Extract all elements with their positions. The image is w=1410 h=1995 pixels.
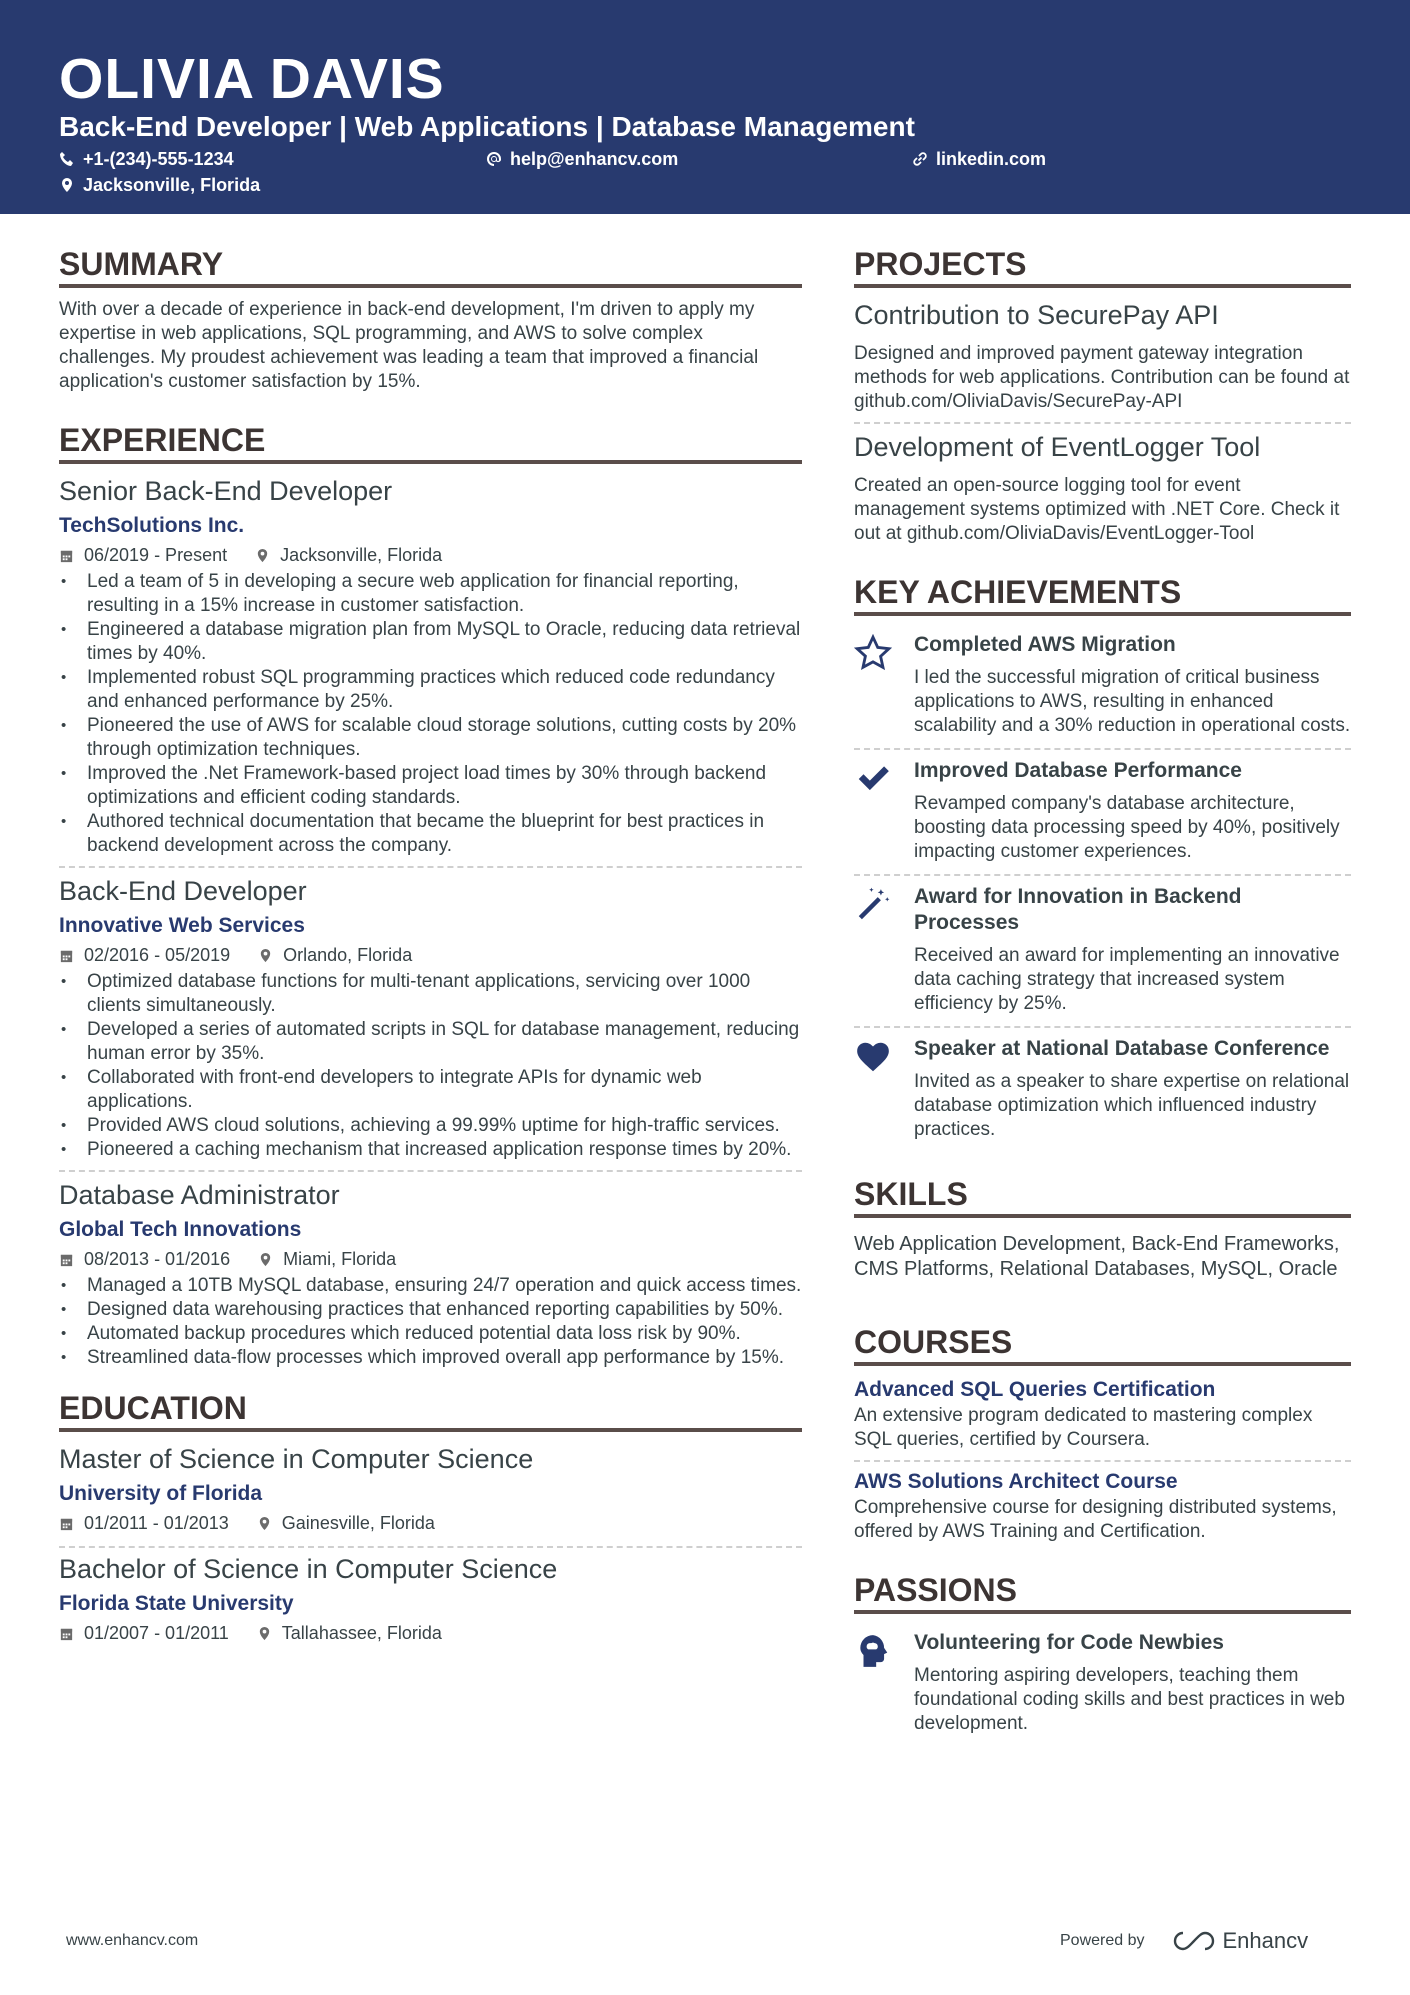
job-bullet: • Pioneered the use of AWS for scalable cloud storage solutions, cutting costs by 20% through optimization techniques. [59,714,802,762]
course-entry [854,1468,1351,1544]
item-description: I led the successful migration of critical business applications to AWS, resulting in enhanced scalability and a 30% reduction in operational costs. [914,667,1351,736]
job-entry [59,474,802,868]
enhancv-logo-icon [1171,1929,1217,1953]
summary-section [59,244,802,394]
location-text: Jacksonville, Florida [83,175,261,195]
calendar-icon [59,1626,74,1641]
item-title: Completed AWS Migration [914,633,1176,656]
job-entry [59,1178,802,1370]
job-bullet: • Collaborated with front-end developers to integrate APIs for dynamic web applications. [59,1066,802,1114]
date-location-row [59,1620,802,1646]
course-title: AWS Solutions Architect Course [854,1470,1178,1493]
candidate-title: Back-End Developer | Web Applications | Database Management [59,111,915,142]
location-text: Orlando, Florida [283,945,413,965]
date-text: 01/2007 - 01/2011 [84,1623,229,1643]
date-range [59,942,230,968]
location [258,1246,396,1272]
company-name: TechSolutions Inc. [59,514,245,537]
degree-title: Master of Science in Computer Science [59,1444,534,1474]
powered-by-label: Powered by [1060,1932,1145,1949]
item-title: Award for Innovation in Backend Processes [914,885,1242,934]
summary-text: With over a decade of experience in back-end development, I'm driven to apply my expertise in web applications, SQL programming, and AWS to solve complex challenges. My proudest achievement was leading a team that improved a financial application's customer satisfaction by 15%. [59,299,759,392]
calendar-icon [59,548,74,563]
date-text: 08/2013 - 01/2016 [84,1249,231,1269]
item-icon-wrap [854,884,914,1016]
location-pin-icon [257,1516,272,1531]
job-bullets [59,1274,802,1370]
degree-title: Bachelor of Science in Computer Science [59,1554,558,1584]
location-text: Miami, Florida [283,1249,397,1269]
item-description: Revamped company's database architecture, boosting data processing speed by 40%, positively impacting customer experiences. [914,793,1340,862]
magic-wand-icon [854,886,892,924]
date-range [59,1510,229,1536]
company-name: Innovative Web Services [59,914,305,937]
job-bullet: • Developed a series of automated scripts in SQL for database management, reducing human error by 35%. [59,1018,802,1066]
skills-text: Web Application Development, Back-End Frameworks, CMS Platforms, Relational Databases, MySQL, Oracle [854,1233,1340,1280]
job-bullet: • Authored technical documentation that became the blueprint for best practices in backend development across the company. [59,810,802,858]
job-bullet: • Automated backup procedures which reduced potential data loss risk by 90%. [59,1322,802,1346]
footer-powered [1060,1928,1308,1954]
achievement-item [854,1624,1351,1742]
date-range [59,542,227,568]
school-name: Florida State University [59,1592,294,1615]
date-location-row [59,942,802,968]
item-icon-wrap [854,1630,914,1736]
achievement-item [854,626,1351,744]
calendar-icon [59,948,74,963]
courses-heading: COURSES [854,1322,1351,1366]
course-description: An extensive program dedicated to mastering complex SQL queries, certified by Coursera. [854,1405,1313,1450]
job-bullet: • Implemented robust SQL programming practices which reduced code redundancy and enhanced performance by 25%. [59,666,802,714]
job-bullet: • Managed a 10TB MySQL database, ensuring 24/7 operation and quick access times. [59,1274,802,1298]
education-heading: EDUCATION [59,1388,802,1432]
education-section [59,1388,802,1646]
item-title: Improved Database Performance [914,759,1242,782]
item-description: Received an award for implementing an innovative data caching strategy that increased system efficiency by 25%. [914,945,1340,1014]
head-icon [854,1632,892,1670]
achievement-item [854,752,1351,870]
education-entry [59,1442,802,1548]
item-body [914,632,1351,738]
right-column [854,244,1351,1768]
date-text: 02/2016 - 05/2019 [84,945,231,965]
location [255,542,442,568]
courses-section [854,1322,1351,1544]
location-text: Tallahassee, Florida [281,1623,442,1643]
brand-name: Enhancv [1222,1928,1309,1953]
calendar-icon [59,1516,74,1531]
job-bullets [59,570,802,858]
location-pin-icon [258,948,273,963]
job-bullet: • Provided AWS cloud solutions, achieving a 99.99% uptime for high-traffic services. [59,1114,802,1138]
location [258,942,412,968]
project-title: Development of EventLogger Tool [854,432,1261,462]
left-column [59,244,802,1672]
project-description: Created an open-source logging tool for event management systems optimized with .NET Core. Check it out at github.com/OliviaDavis/EventLogger-Tool [854,475,1340,544]
job-bullet: • Streamlined data-flow processes which improved overall app performance by 15%. [59,1346,802,1370]
contact-location [59,174,260,196]
contact-linkedin[interactable] [912,148,1046,170]
project-title: Contribution to SecurePay API [854,300,1219,330]
date-text: 06/2019 - Present [84,545,228,565]
job-title: Back-End Developer [59,876,307,906]
entry-divider [854,874,1351,876]
project-description: Designed and improved payment gateway integration methods for web applications. Contribution can be found at github.com/OliviaDavis/SecurePay-API [854,343,1350,412]
entry-divider [854,1026,1351,1028]
entry-divider [854,1460,1351,1462]
item-body [914,1036,1351,1142]
location [257,1620,442,1646]
experience-heading: EXPERIENCE [59,420,802,464]
company-name: Global Tech Innovations [59,1218,302,1241]
job-bullet: • Engineered a database migration plan from MySQL to Oracle, reducing data retrieval times by 40%. [59,618,802,666]
summary-heading: SUMMARY [59,244,802,288]
item-icon-wrap [854,1036,914,1142]
entry-divider [854,422,1351,424]
entry-divider [59,866,802,868]
item-description: Invited as a speaker to share expertise on relational database optimization which influenced industry practices. [914,1071,1350,1140]
course-entry [854,1376,1351,1462]
job-title: Database Administrator [59,1180,340,1210]
projects-heading: PROJECTS [854,244,1351,288]
item-body [914,1630,1351,1736]
entry-divider [59,1546,802,1548]
star-icon [854,634,892,672]
job-bullet: • Designed data warehousing practices that enhanced reporting capabilities by 50%. [59,1298,802,1322]
location-text: Jacksonville, Florida [280,545,443,565]
item-body [914,884,1351,1016]
entry-divider [854,748,1351,750]
experience-section [59,420,802,1370]
job-entry [59,874,802,1172]
item-icon-wrap [854,632,914,738]
skills-heading: SKILLS [854,1174,1351,1218]
location-pin-icon [258,1252,273,1267]
link-icon [912,151,928,167]
job-bullet: • Led a team of 5 in developing a secure web application for financial reporting, resulting in a 15% increase in customer satisfaction. [59,570,802,618]
check-icon [854,760,892,798]
contact-phone [59,148,234,170]
item-icon-wrap [854,758,914,864]
linkedin-text[interactable]: linkedin.com [936,149,1047,169]
location [257,1510,435,1536]
item-title: Volunteering for Code Newbies [914,1631,1224,1654]
achievement-item [854,1030,1351,1148]
entry-divider [59,1170,802,1172]
item-body [914,758,1351,864]
date-range [59,1246,230,1272]
calendar-icon [59,1252,74,1267]
course-title: Advanced SQL Queries Certification [854,1378,1216,1401]
resume-header [0,0,1410,214]
candidate-name: OLIVIA DAVIS [59,47,445,111]
location-pin-icon [59,177,75,193]
job-title: Senior Back-End Developer [59,476,393,506]
passions-section [854,1570,1351,1742]
achievements-section [854,572,1351,1148]
contact-email[interactable] [486,148,678,170]
email-text[interactable]: help@enhancv.com [510,149,679,169]
footer-website[interactable]: www.enhancv.com [66,1932,199,1949]
heart-icon [854,1038,892,1076]
projects-section [854,244,1351,546]
location-pin-icon [257,1626,272,1641]
education-entry [59,1552,802,1646]
item-title: Speaker at National Database Conference [914,1037,1330,1060]
job-bullet: • Optimized database functions for multi-tenant applications, servicing over 1000 clients simultaneously. [59,970,802,1018]
job-bullet: • Improved the .Net Framework-based project load times by 30% through backend optimizations and efficient coding standards. [59,762,802,810]
phone-icon [59,151,75,167]
project-entry [854,430,1351,546]
date-range [59,1620,229,1646]
at-icon [486,151,502,167]
achievements-heading: KEY ACHIEVEMENTS [854,572,1351,616]
course-description: Comprehensive course for designing distributed systems, offered by AWS Training and Certification. [854,1497,1337,1542]
date-location-row [59,1246,802,1272]
project-entry [854,298,1351,424]
achievement-item [854,878,1351,1022]
passions-heading: PASSIONS [854,1570,1351,1614]
location-text: Gainesville, Florida [281,1513,435,1533]
item-description: Mentoring aspiring developers, teaching them foundational coding skills and best practices in web development. [914,1665,1345,1734]
job-bullet: • Pioneered a caching mechanism that increased application response times by 20%. [59,1138,802,1162]
job-bullets [59,970,802,1162]
school-name: University of Florida [59,1482,263,1505]
phone-text: +1-(234)-555-1234 [83,149,234,169]
date-location-row [59,542,802,568]
brand-logo[interactable] [1171,1928,1309,1954]
date-location-row [59,1510,802,1536]
location-pin-icon [255,548,270,563]
date-text: 01/2011 - 01/2013 [84,1513,229,1533]
skills-section [854,1174,1351,1282]
